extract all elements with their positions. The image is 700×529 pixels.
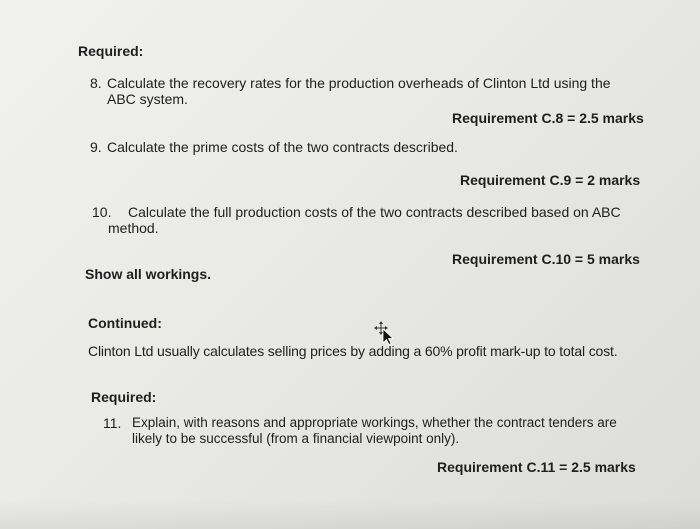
required-heading-1: Required: [78,43,144,59]
question-8-line-1: Calculate the recovery rates for the production overheads of Clinton Ltd using the [107,75,611,91]
question-9-number: 9. [90,139,102,155]
bottom-shadow [0,500,700,529]
question-9-line-1: Calculate the prime costs of the two contracts described. [107,139,458,155]
continued-text: Clinton Ltd usually calculates selling prices by adding a 60% profit mark-up to total cost. [88,343,618,359]
requirement-c9: Requirement C.9 = 2 marks [460,172,641,188]
question-11-line-1: Explain, with reasons and appropriate workings, whether the contract tenders are [132,415,617,430]
question-10-line-1: Calculate the full production costs of the two contracts described based on ABC [128,204,621,220]
question-10-number: 10. [92,204,112,220]
requirement-c10: Requirement C.10 = 5 marks [452,251,640,267]
move-cursor-icon [372,321,398,345]
question-11-line-2: likely to be successful (from a financial viewpoint only). [132,431,460,446]
question-10-line-2: method. [108,220,159,236]
question-8-line-2: ABC system. [107,91,188,107]
question-8-number: 8. [90,75,102,91]
requirement-c11: Requirement C.11 = 2.5 marks [437,459,636,475]
show-workings-note: Show all workings. [85,266,212,282]
required-heading-2: Required: [91,389,157,405]
continued-heading: Continued: [88,315,162,331]
question-11-number: 11. [103,415,122,431]
requirement-c8: Requirement C.8 = 2.5 marks [452,110,644,126]
